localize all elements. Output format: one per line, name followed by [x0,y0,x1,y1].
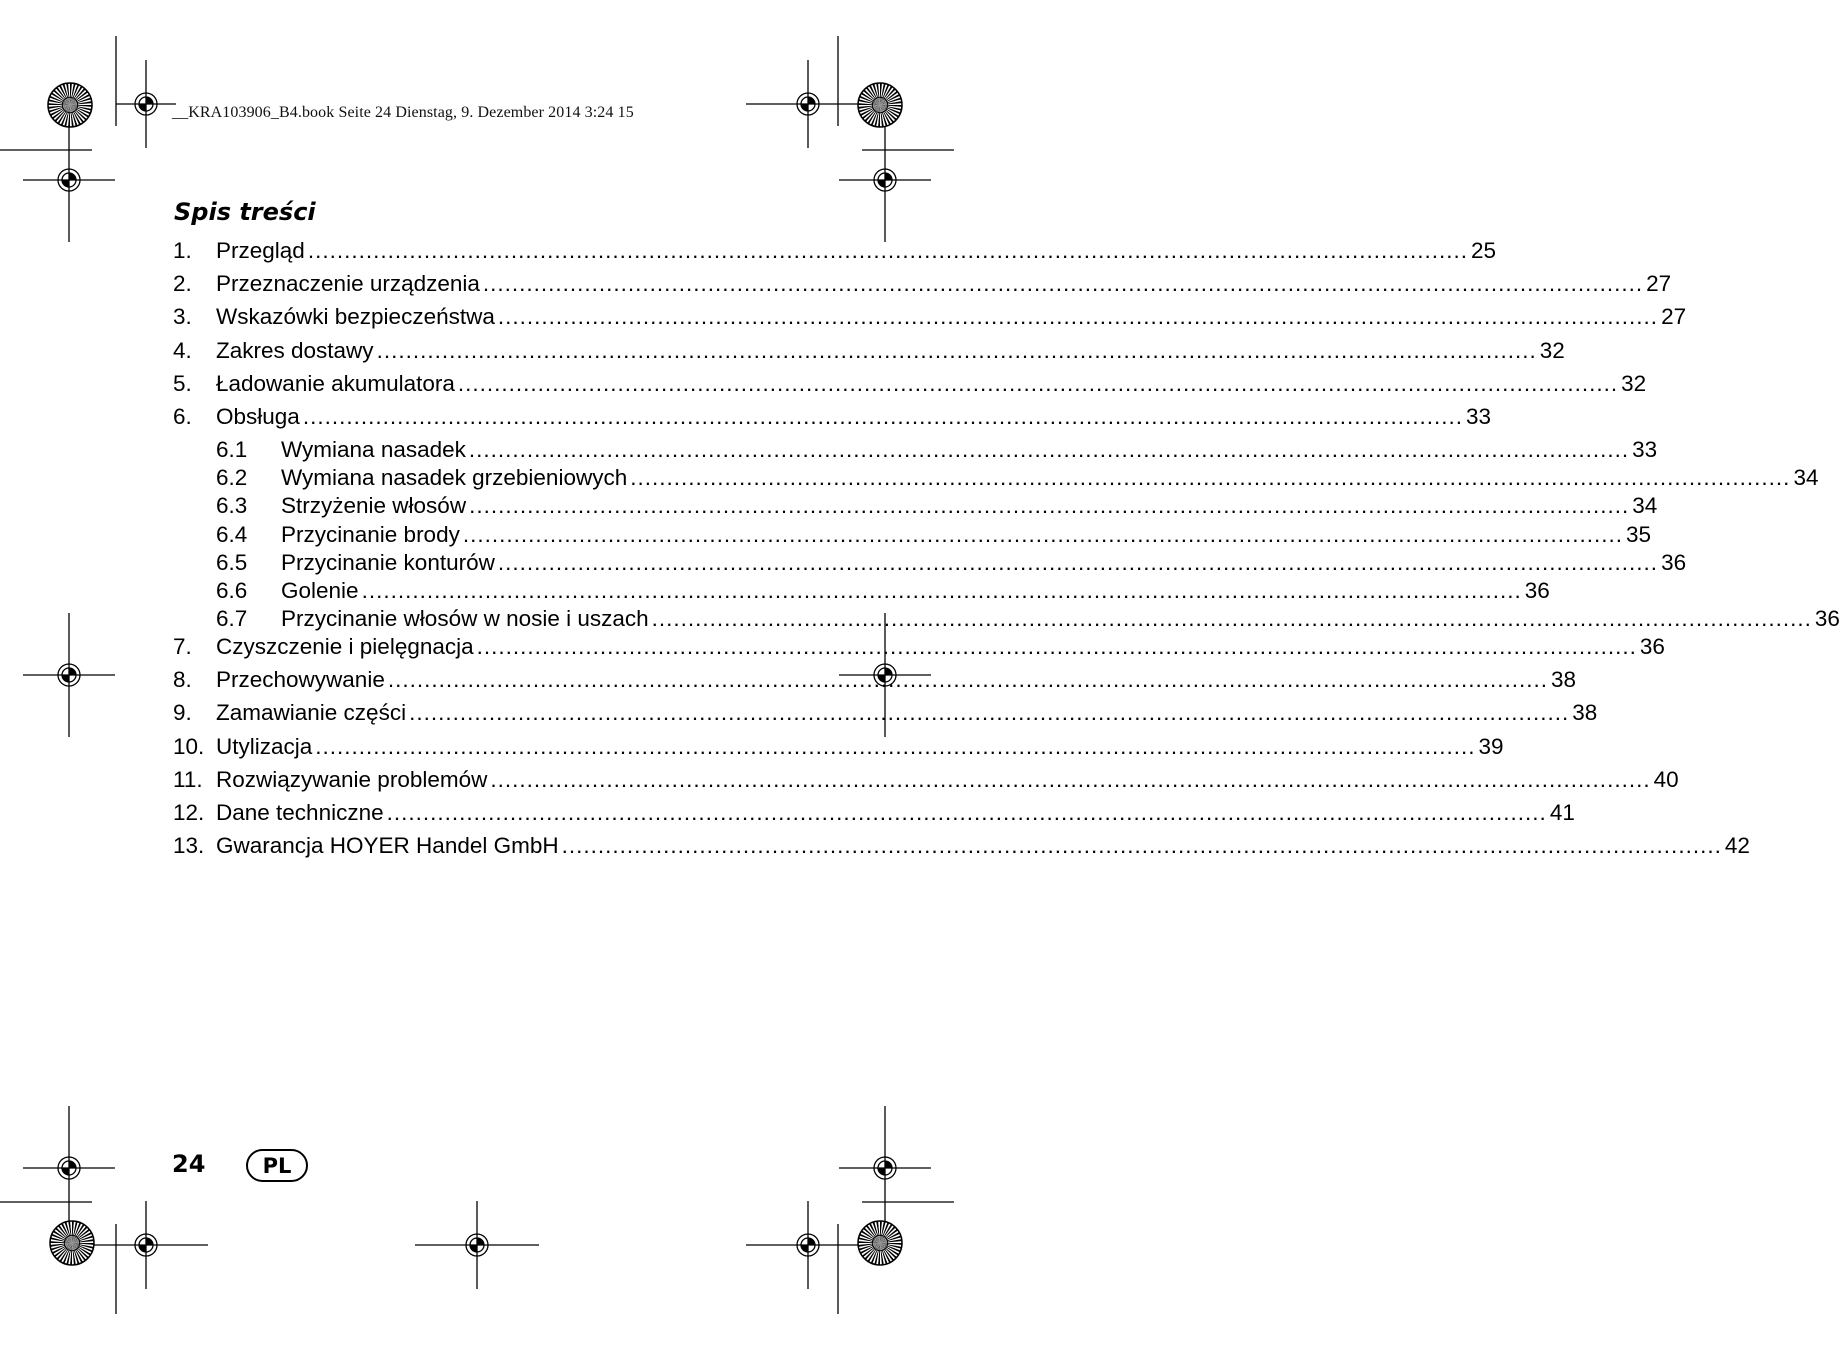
language-badge [246,1149,308,1182]
toc-entry [173,271,1672,301]
toc-entry-number: 6.6 [216,578,248,603]
registration-target-icon [23,613,115,737]
language-code: PL [262,1153,292,1178]
toc-entry-number: 13. [173,833,205,858]
toc-entry [173,667,1577,697]
toc-dot-leader: ................................................................................................................................................................ [482,271,1644,296]
toc-entry [173,800,1575,830]
registration-target-icon [23,118,115,242]
toc-entry [216,550,1687,580]
toc-entry-number: 6.1 [216,437,248,462]
starburst-register-icon [50,1221,94,1265]
toc-entry-page: 36 [1814,606,1840,631]
toc-entry-number: 1. [173,238,192,263]
toc-dot-leader: ................................................................................................................................................................ [307,238,1469,263]
toc-entry-page: 34 [1793,465,1819,490]
toc-dot-leader: ................................................................................................................................................................ [497,304,1659,329]
toc-dot-leader: ................................................................................................................................................................ [468,437,1630,462]
toc-entry [216,493,1658,523]
toc-entry [173,833,1750,863]
toc-entry-number: 7. [173,634,192,659]
toc-entry-page: 36 [1524,578,1550,603]
toc-entry-number: 6. [173,404,192,429]
toc-entry [173,634,1665,664]
toc-entry-label: Przycinanie włosów w nosie i uszach [281,606,649,631]
toc-entry-number: 12. [173,800,205,825]
toc-entry-number: 11. [173,767,203,792]
toc-dot-leader: ................................................................................................................................................................ [497,550,1659,575]
toc-dot-leader: ................................................................................................................................................................ [361,578,1522,603]
toc-entry-label: Utylizacja [216,734,313,759]
toc-entry-page: 36 [1661,550,1687,575]
toc-entry-page: 38 [1551,667,1577,692]
registration-target-icon [746,1201,870,1289]
toc-entry-label: Czyszczenie i pielęgnacja [216,634,474,659]
toc-entry-label: Przegląd [216,238,305,263]
toc-entry-number: 6.3 [216,493,248,518]
page-number: 24 [172,1150,206,1178]
toc-entry-label: Dane techniczne [216,800,384,825]
toc-dot-leader: ................................................................................................................................................................ [387,667,1549,692]
toc-entry-number: 6.4 [216,522,248,547]
toc-dot-leader: ................................................................................................................................................................ [315,734,1476,759]
toc-dot-leader: ................................................................................................................................................................ [462,522,1624,547]
toc-entry-page: 42 [1724,833,1750,858]
toc-entry-label: Ładowanie akumulatora [216,371,455,396]
toc-entry [173,238,1497,268]
toc-entry-label: Przycinanie konturów [281,550,495,575]
toc-entry-page: 39 [1478,734,1504,759]
toc-entry [173,767,1679,797]
toc-entry-page: 32 [1539,338,1565,363]
toc-dot-leader: ................................................................................................................................................................ [561,833,1722,858]
registration-target-icon [23,1106,115,1230]
toc-entry [173,338,1565,368]
toc-dot-leader: ................................................................................................................................................................ [302,404,1464,429]
toc-entry-number: 9. [173,700,192,725]
toc-dot-leader: ................................................................................................................................................................ [376,338,1537,363]
toc-entry-page: 32 [1621,371,1647,396]
toc-entry-page: 35 [1626,522,1652,547]
toc-entry [173,371,1647,401]
toc-entry-label: Przycinanie brody [281,522,460,547]
toc-entry-number: 6.7 [216,606,248,631]
toc-entry-number: 2. [173,271,192,296]
toc-entry-page: 25 [1471,238,1497,263]
toc-entry [216,437,1658,467]
toc-dot-leader: ................................................................................................................................................................ [476,634,1637,659]
toc-entry-label: Wskazówki bezpieczeństwa [216,304,495,329]
toc-entry-page: 27 [1646,271,1672,296]
toc-entry-page: 36 [1639,634,1665,659]
print-info-header: __KRA103906_B4.book Seite 24 Dienstag, 9. Dezember 2014 3:24 15 [172,104,634,121]
toc-dot-leader: ................................................................................................................................................................ [409,700,1570,725]
toc-entry [216,606,1840,636]
toc-entry-number: 3. [173,304,192,329]
toc-dot-leader: ................................................................................................................................................................ [469,493,1630,518]
toc-entry-label: Zamawianie części [216,700,407,725]
toc-entry-number: 8. [173,667,192,692]
toc-entry-label: Gwarancja HOYER Handel GmbH [216,833,559,858]
toc-entry [216,465,1819,495]
registration-target-icon [839,1106,931,1230]
toc-dot-leader: ................................................................................................................................................................ [386,800,1547,825]
registration-target-icon [415,1201,539,1289]
toc-entry-page: 38 [1572,700,1598,725]
toc-entry-number: 6.2 [216,465,248,490]
toc-entry-label: Obsługa [216,404,300,429]
toc-entry-label: Wymiana nasadek grzebieniowych [281,465,628,490]
toc-entry-label: Przechowywanie [216,667,385,692]
toc-entry-number: 4. [173,338,192,363]
toc-entry-label: Strzyżenie włosów [281,493,467,518]
toc-entry-page: 41 [1549,800,1575,825]
starburst-register-icon [48,83,92,127]
registration-target-icon [839,118,931,242]
toc-dot-leader: ................................................................................................................................................................ [490,767,1651,792]
toc-dot-leader: ................................................................................................................................................................ [457,371,1619,396]
toc-entry-number: 5. [173,371,192,396]
starburst-register-icon [858,83,902,127]
toc-dot-leader: ................................................................................................................................................................ [630,465,1791,490]
registration-target-icon [84,1201,208,1289]
toc-entry [173,304,1687,334]
toc-entry-page: 34 [1632,493,1658,518]
toc-entry-page: 40 [1653,767,1679,792]
toc-title: Spis treści [174,198,316,226]
toc-entry-number: 6.5 [216,550,248,575]
toc-entry [173,700,1598,730]
toc-entry-label: Golenie [281,578,359,603]
toc-entry-page: 27 [1661,304,1687,329]
toc-entry-page: 33 [1466,404,1492,429]
toc-entry-label: Wymiana nasadek [281,437,466,462]
toc-entry-page: 33 [1632,437,1658,462]
registration-target-icon [116,60,176,148]
toc-dot-leader: ................................................................................................................................................................ [651,606,1812,631]
toc-entry-number: 10. [173,734,205,759]
toc-entry [216,578,1550,608]
toc-entry-label: Zakres dostawy [216,338,374,363]
toc-entry [216,522,1652,552]
toc-entry-label: Rozwiązywanie problemów [216,767,488,792]
toc-entry [173,404,1492,434]
toc-entry [173,734,1504,764]
starburst-register-icon [858,1221,902,1265]
toc-entry-label: Przeznaczenie urządzenia [216,271,480,296]
registration-target-icon [746,60,870,148]
